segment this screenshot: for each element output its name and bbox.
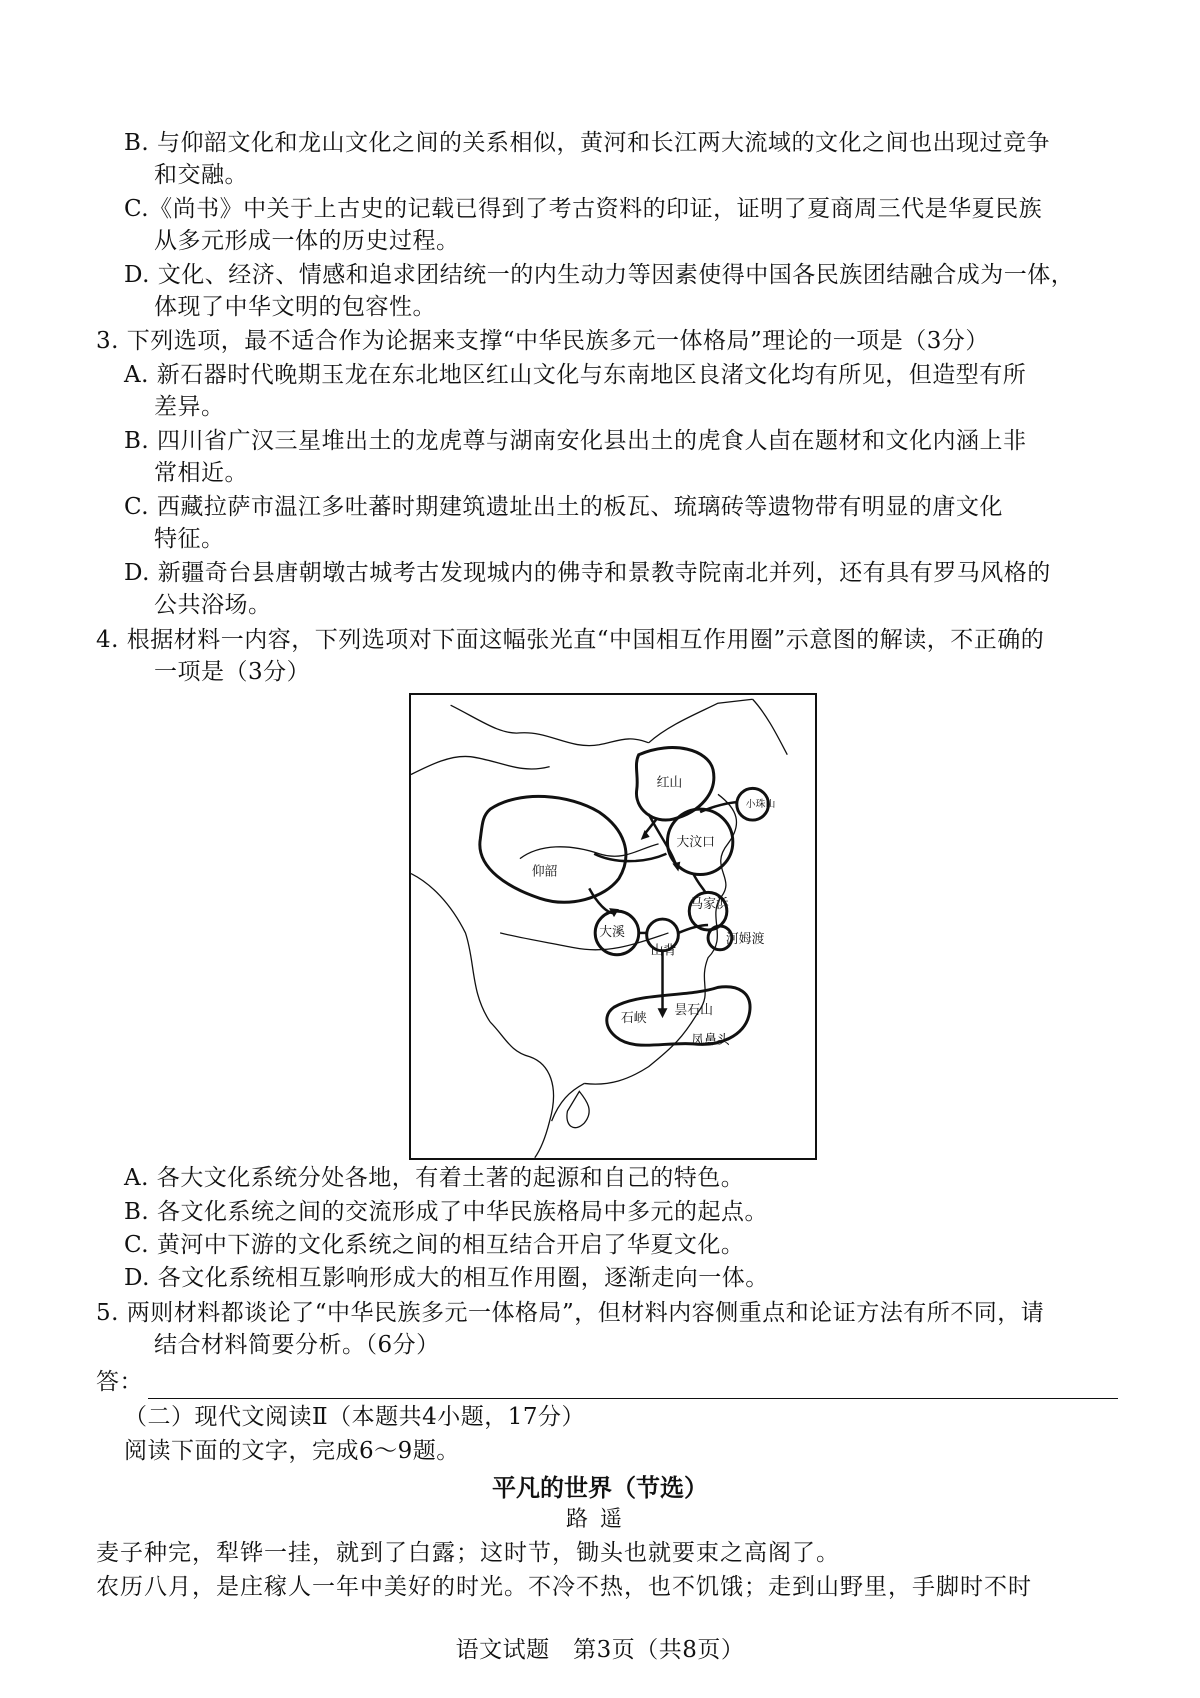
text-line: D. 各文化系统相互影响形成大的相互作用圈，逐渐走向一体。 [124,1265,769,1291]
text-line: 3. 下列选项，最不适合作为论据来支撑“中华民族多元一体格局”理论的一项是（3分） [96,328,989,354]
arrowhead-1 [641,830,650,840]
south-coast [552,1083,585,1121]
map-label: 大汶口 [676,834,715,850]
text-line: C. 黄河中下游的文化系统之间的相互结合开启了华夏文化。 [124,1232,745,1258]
map-label: 马家浜 [690,897,729,913]
text-line: C. 西藏拉萨市温江多吐蕃时期建筑遗址出土的板瓦、琉璃砖等遗物带有明显的唐文化 [124,494,1003,520]
text-line: B. 与仰韶文化和龙山文化之间的关系相似，黄河和长江两大流域的文化之间也出现过竞争 [124,130,1051,156]
text-line: 5. 两则材料都谈论了“中华民族多元一体格局”，但材料内容侧重点和论证方法有所不同，请 [96,1300,1045,1326]
map-label: 仰韶 [531,864,558,880]
page-footer: 语文试题 第3页（共8页） [455,1637,745,1663]
answer-underline [148,1398,1118,1399]
map-label: 石峡 [620,1011,647,1027]
text-line: B. 四川省广汉三星堆出土的龙虎尊与湖南安化县出土的虎食人卣在题材和文化内涵上非 [124,428,1027,454]
text-line: 答： [96,1369,143,1395]
map-label: 山背 [650,943,677,959]
text-line: B. 各文化系统之间的交流形成了中华民族格局中多元的起点。 [124,1199,769,1225]
west-border [411,874,490,1023]
text-line: 差异。 [154,394,225,420]
text-line: A. 各大文化系统分处各地，有着土著的起源和自己的特色。 [124,1165,745,1191]
text-line: A. 新石器时代晚期玉龙在东北地区红山文化与东南地区良渚文化均有所见，但造型有所 [124,362,1027,388]
map-svg [411,695,815,1158]
map-label: 大溪 [599,924,625,940]
text-line: 体现了中华文明的包容性。 [154,294,436,320]
map-label: 红山 [656,775,683,791]
text-line: 一项是（3分） [154,659,311,685]
interaction-sphere-map [409,693,817,1160]
hainan-island [567,1091,589,1127]
northern-border [451,705,649,745]
text-line: 常相近。 [154,460,248,486]
text-line: 阅读下面的文字，完成6～9题。 [124,1438,460,1464]
map-label: 小珠山 [745,799,776,811]
text-line: 和交融。 [154,162,248,188]
southwest-border [490,1022,553,1158]
text-line: D. 新疆奇台县唐朝墩古城考古发现城内的佛寺和景教寺院南北并列，还有具有罗马风格的 [124,560,1051,586]
text-line: 从多元形成一体的历史过程。 [154,228,460,254]
text-line: 麦子种完，犁铧一挂，就到了白露；这时节，锄头也就要束之高阁了。 [96,1540,840,1566]
text-line: （二）现代文阅读Ⅱ（本题共4小题，17分） [124,1404,586,1430]
text-line: C.《尚书》中关于上古史的记载已得到了考古资料的印证，证明了夏商周三代是华夏民族 [124,196,1043,222]
text-line: 公共浴场。 [154,592,272,618]
text-line: 4. 根据材料一内容，下列选项对下面这幅张光直“中国相互作用圈”示意图的解读，不正确的 [96,627,1045,653]
yellow-river [520,844,659,859]
map-label: 昙石山 [674,1003,713,1019]
arrow-hongshan-xiaozhushan [700,802,738,812]
northeast-coast-top [753,699,788,754]
passage-author: 路遥 [565,1507,634,1532]
text-line: 特征。 [154,526,225,552]
arrow-dawenkou-majiabang [693,874,706,894]
northeast-border [649,699,753,743]
text-line: D. 文化、经济、情感和追求团结统一的内生动力等因素使得中国各民族团结融合成为一体， [124,262,1075,288]
passage-title: 平凡的世界（节选） [492,1473,708,1502]
text-line: 结合材料简要分析。（6分） [154,1332,440,1358]
yangshao-ring [480,796,626,902]
text-line: 农历八月，是庄稼人一年中美好的时光。不冷不热，也不饥饿；走到山野里，手脚时不时 [96,1574,1032,1600]
arrowhead-3 [658,1008,668,1018]
yangtze-river [500,933,668,950]
mongolia-border [411,756,550,774]
map-label: 河姆渡 [725,931,765,947]
map-label: 凤鼻头 [691,1032,730,1048]
